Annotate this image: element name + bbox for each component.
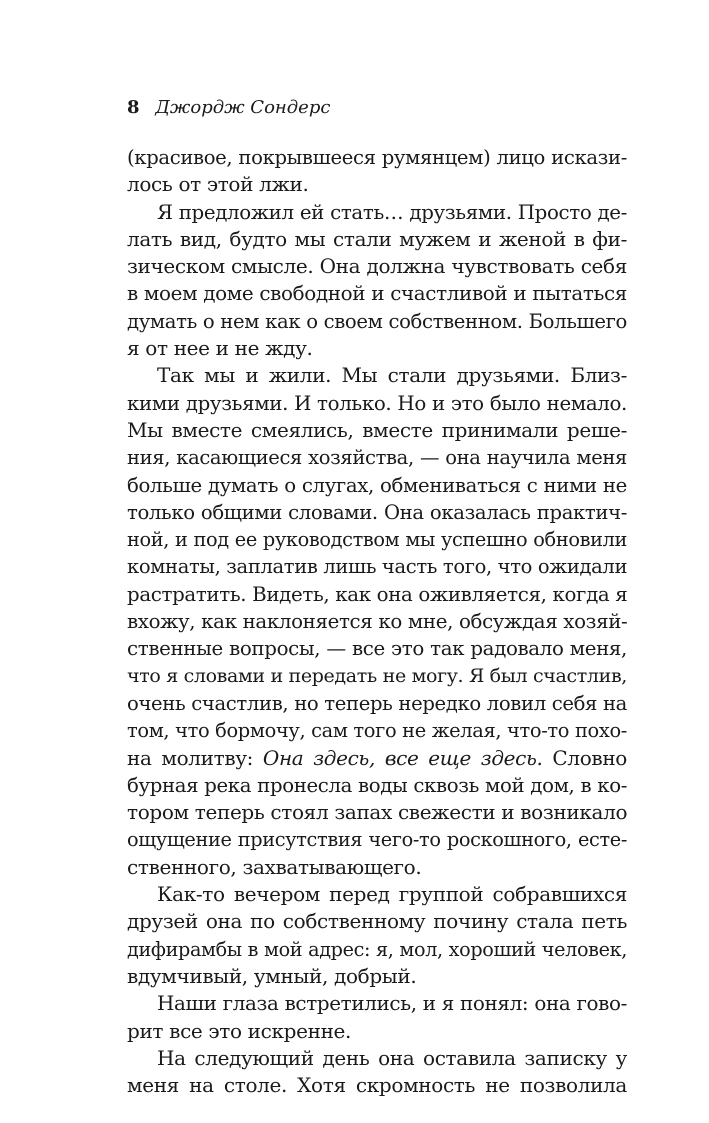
text-line: в моем доме свободной и счастливой и пытаться: [127, 282, 627, 306]
text-fragment: Словно: [552, 745, 627, 770]
text-line: На следующий день она оставила записку у: [157, 1045, 627, 1070]
text-line: меня на столе. Хотя скромность не позволила: [127, 1073, 627, 1098]
text-line: зическом смысле. Она должна чувствовать себя: [127, 254, 627, 279]
text-line: вхожу, как наклоняется ко мне, обсуждая хозяй-: [127, 610, 627, 634]
text-line: друзей она по собственному почину стала петь: [127, 909, 627, 934]
text-line: тором теперь стоял запах свежести и возникало: [127, 800, 627, 825]
text-line: что я словами и передать не могу. Я был счастлив,: [127, 664, 627, 687]
text-line: ния, касающиеся хозяйства, — она научила меня: [127, 446, 627, 470]
body-text: [127, 144, 627, 1099]
text-line: лать вид, будто мы стали мужем и женой в фи-: [127, 226, 627, 251]
text-line: Как-то вечером перед группой собравшихся: [157, 882, 627, 907]
text-line: только общими словами. Она оказалась практич-: [127, 500, 627, 524]
text-line: очень счастлив, но теперь нередко ловил себя на: [127, 691, 627, 715]
text-line: вдумчивый, умный, добрый.: [127, 963, 417, 988]
text-line: Мы вместе смеялись, вместе принимали реше-: [127, 417, 627, 442]
text-line: Наши глаза встретились, и я понял: она гово-: [157, 992, 627, 1016]
page-number: 8: [127, 97, 140, 118]
text-line: комнаты, заплатив лишь часть того, что ожидали: [127, 555, 627, 579]
text-line: (красивое, покрывшееся румянцем) лицо искази-: [127, 146, 627, 169]
italic-phrase: Она здесь, все еще здесь.: [262, 745, 543, 770]
text-line: дифирамбы в мой адрес: я, мол, хороший человек,: [127, 937, 627, 961]
running-head: [127, 96, 330, 120]
text-fragment: на молитву:: [127, 745, 254, 770]
text-line: Я предложил ей стать… друзьями. Просто де-: [157, 200, 627, 224]
text-line: рит все это искренне.: [127, 1018, 352, 1043]
text-line: кими друзьями. И только. Но и это было немало.: [127, 391, 627, 415]
text-line: ной, и под ее руководством мы успешно обновили: [127, 528, 627, 552]
text-line: том, что бормочу, сам того не желая, что-то похо-: [127, 719, 627, 743]
text-line: бурная река пронесла воды сквозь мой дом, в ко-: [127, 773, 627, 797]
text-line: Так мы и жили. Мы стали друзьями. Близ-: [157, 363, 627, 388]
text-line: больше думать о слугах, обмениваться с ними не: [127, 473, 627, 497]
text-line: ственного, захватывающего.: [127, 854, 422, 879]
text-line: я от нее и не жду.: [127, 336, 313, 361]
text-line: растратить. Видеть, как она оживляется, когда я: [127, 582, 627, 606]
text-line: думать о нем как о своем собственном. Большего: [127, 309, 627, 333]
text-line: ственные вопросы, — все это так радовало меня,: [127, 637, 627, 661]
text-line-with-italic: [127, 745, 627, 772]
running-head-author: Джордж Сондерс: [155, 97, 331, 118]
text-line: ощущение присутствия чего-то роскошного, есте-: [127, 828, 627, 852]
text-line: лось от этой лжи.: [127, 172, 309, 197]
